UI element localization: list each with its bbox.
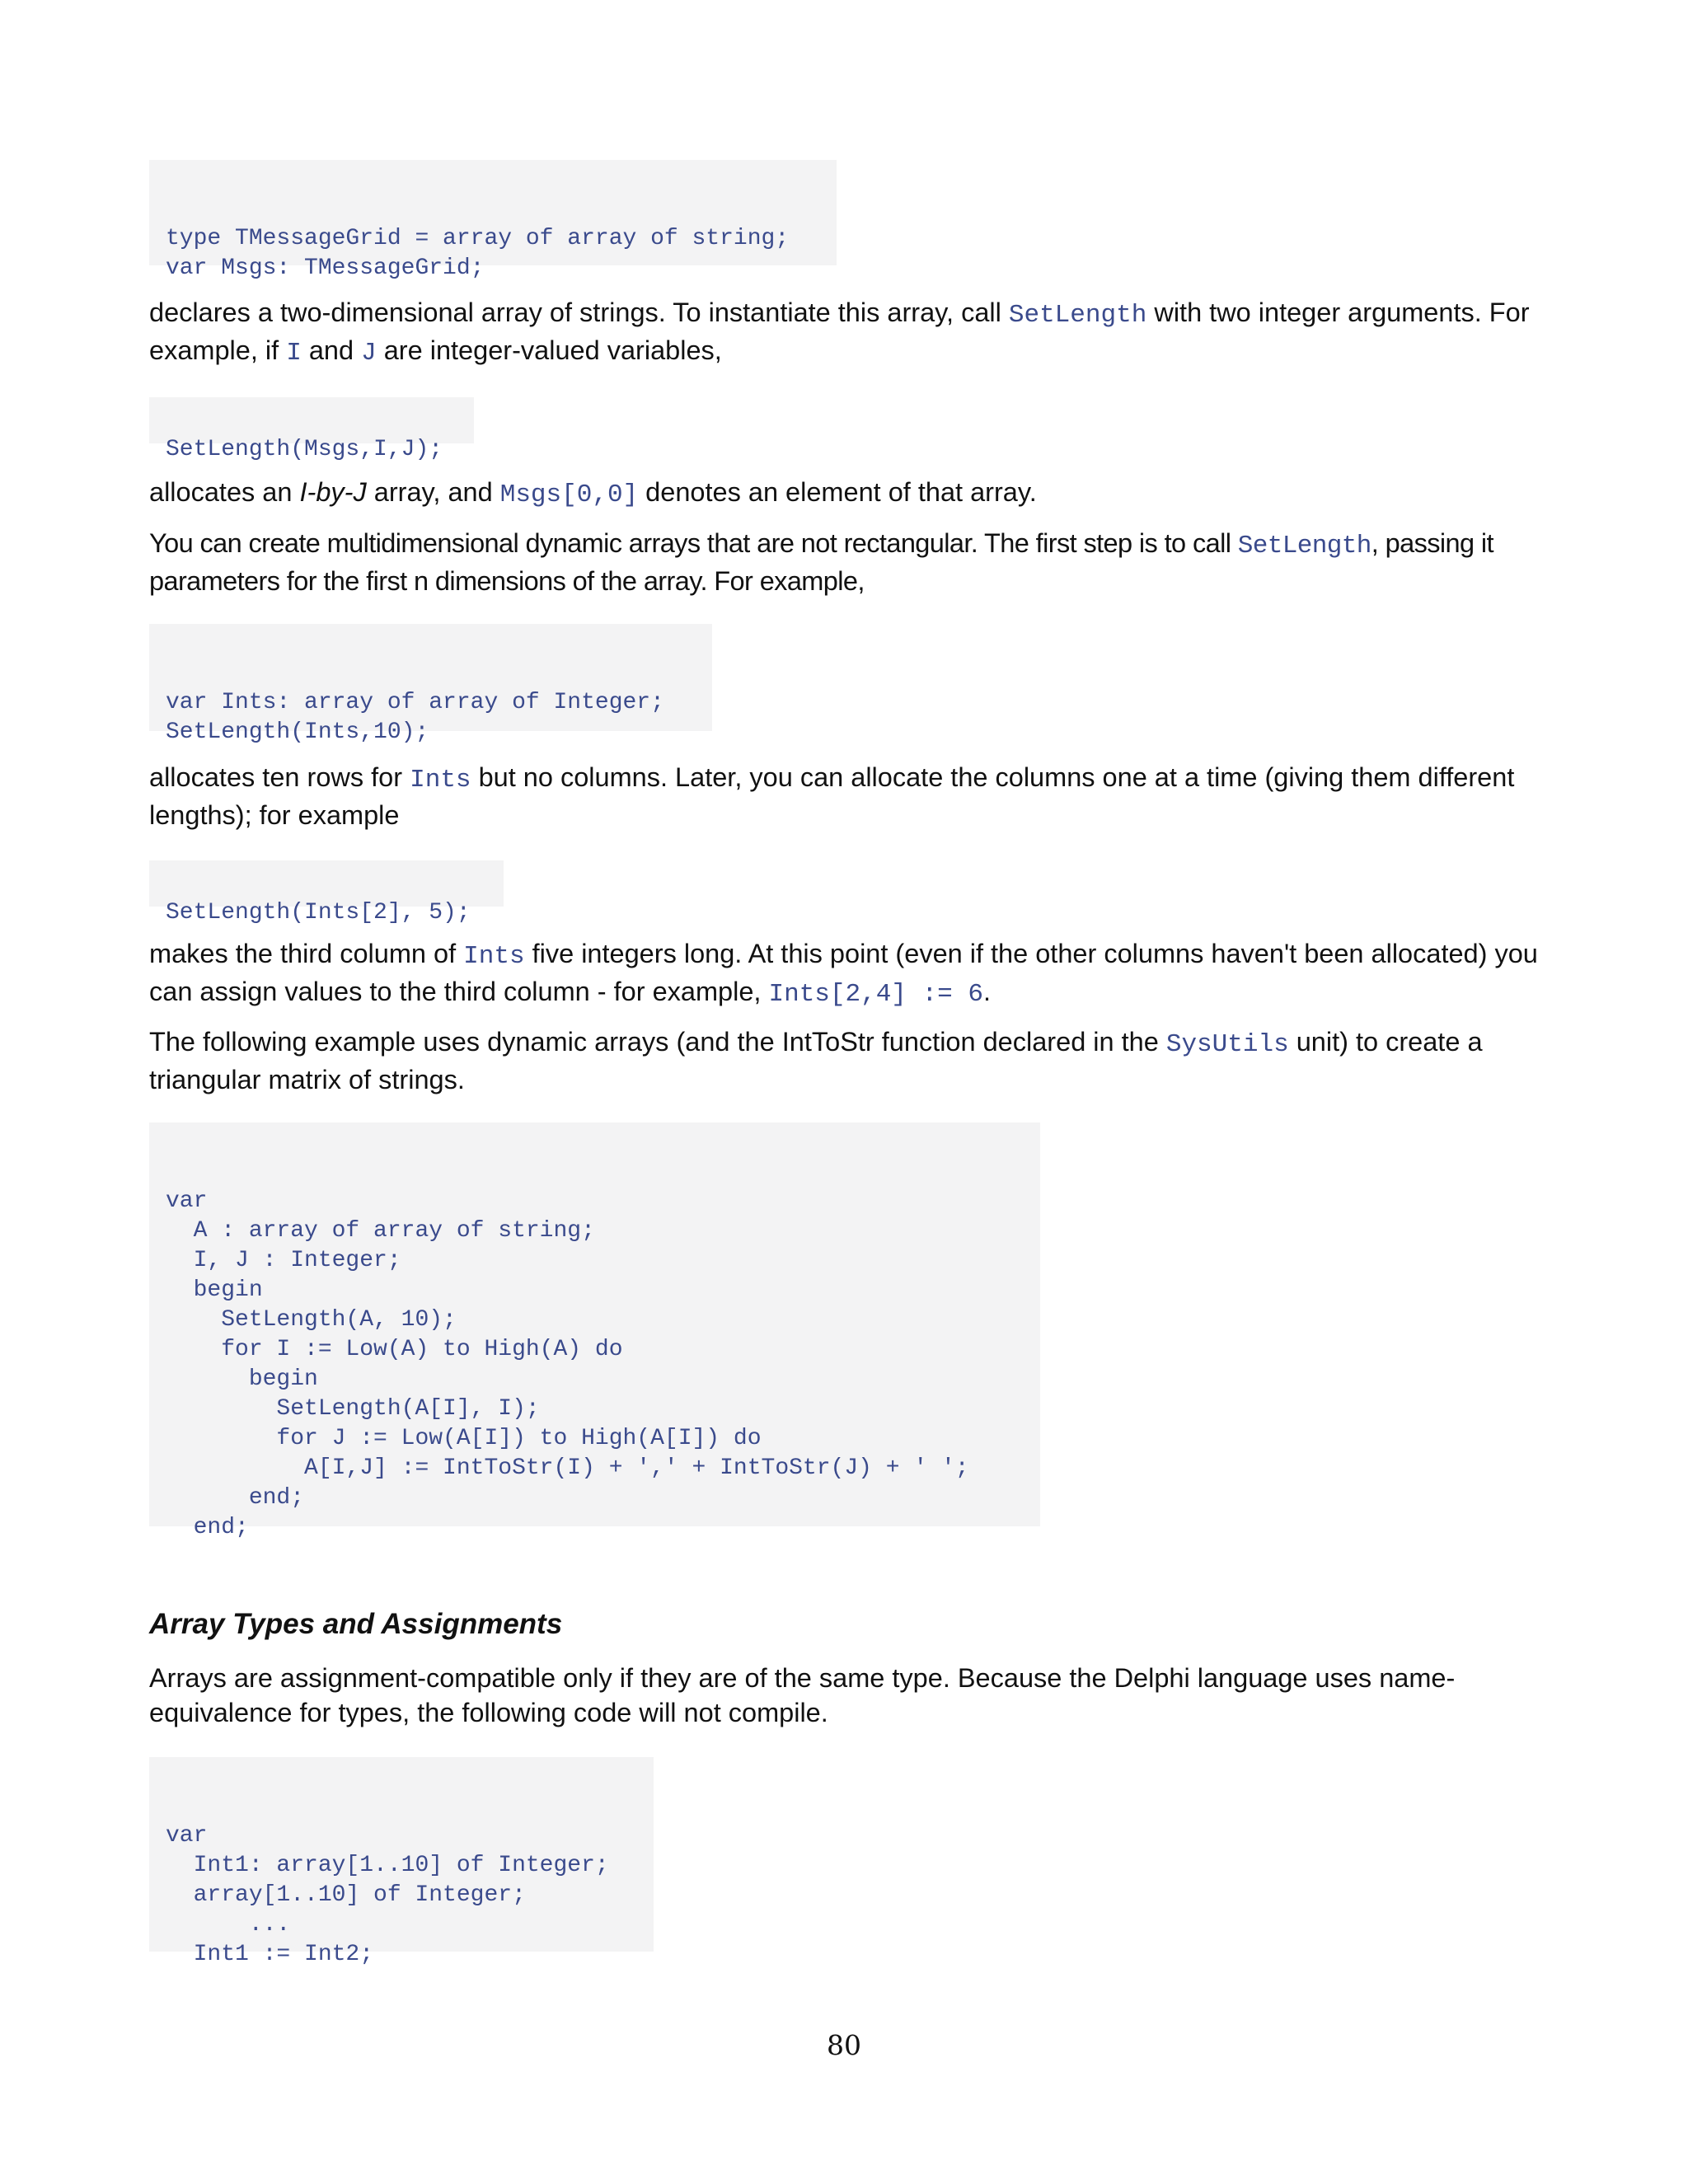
page-number: 80 — [827, 2029, 861, 2061]
code-line: A[I,J] := IntToStr(I) + ',' + IntToStr(J) + ' '; — [166, 1455, 969, 1481]
code-line: array[1..10] of Integer; — [166, 1882, 526, 1908]
code-line: var Ints: array of array of Integer; — [166, 690, 664, 715]
code-line: Int1: array[1..10] of Integer; — [166, 1853, 609, 1878]
inline-code: Ints[2,4] := 6 — [768, 980, 983, 1009]
code-line: for I := Low(A) to High(A) do — [166, 1337, 623, 1362]
code-line: end; — [166, 1485, 305, 1511]
inline-code: Msgs[0,0] — [499, 480, 639, 509]
code-block-type-declaration — [149, 160, 837, 281]
section-heading: Array Types and Assignments — [149, 1608, 563, 1640]
inline-code: SetLength — [1008, 301, 1147, 330]
paragraph-allocates-rows: allocates ten rows for Ints but no columns. Later, you can allocate the columns one at a time (giving them different lengths); for example — [149, 762, 1515, 830]
paragraph-assignment-compatible: Arrays are assignment-compatible only if they are of the same type. Because the Delphi language uses name-equivalence for types, the following code will not compile. — [149, 1663, 1456, 1727]
paragraph-allocates: allocates an I-by-J array, and Msgs[0,0] denotes an element of that array. — [149, 477, 1037, 509]
code-block-setlength-msgs — [149, 397, 474, 462]
code-line: for J := Low(A[I]) to High(A[I]) do — [166, 1426, 762, 1451]
code-line: I, J : Integer; — [166, 1248, 401, 1273]
inline-code: Ints — [410, 766, 471, 794]
code-block-int1-assignment — [149, 1757, 654, 1967]
code-line: SetLength(Msgs,I,J); — [166, 437, 443, 462]
paragraph-example-intro: The following example uses dynamic arrays (and the IntToStr function declared in the SysUtils unit) to create a triangular matrix of strings. — [149, 1027, 1483, 1094]
code-line: SetLength(Ints,10); — [166, 719, 429, 745]
code-block-setlength-ints — [149, 860, 504, 926]
inline-code: I — [286, 339, 302, 368]
paragraph-multidimensional: You can create multidimensional dynamic arrays that are not rectangular. The first step is to call SetLength, passing it parameters for the first n dimensions of the array. For example, — [149, 528, 1493, 596]
code-line: begin — [166, 1366, 318, 1392]
code-line: SetLength(A[I], I); — [166, 1396, 540, 1422]
code-line: var Msgs: TMessageGrid; — [166, 255, 485, 281]
code-block-triangular-matrix — [149, 1122, 1040, 1540]
code-line: A : array of array of string; — [166, 1218, 595, 1244]
inline-code: SetLength — [1237, 532, 1372, 560]
inline-code: Ints — [463, 942, 525, 971]
code-line: ... — [166, 1912, 291, 1938]
code-line: SetLength(Ints[2], 5); — [166, 900, 471, 926]
paragraph-third-column: makes the third column of Ints five integers long. At this point (even if the other columns haven't been allocated) you can assign values to the third column - for example, Ints[2,4] := 6. — [149, 939, 1538, 1009]
code-line: end; — [166, 1515, 249, 1540]
code-line: var — [166, 1823, 208, 1849]
code-line: SetLength(A, 10); — [166, 1307, 457, 1333]
paragraph-declares: declares a two-dimensional array of strings. To instantiate this array, call SetLength with two integer arguments. For example, if I and J are integer-valued variables, — [149, 298, 1530, 368]
code-block-ints-declaration — [149, 624, 712, 745]
inline-code: J — [361, 339, 377, 368]
emphasis: I-by-J — [299, 477, 367, 507]
code-line: type TMessageGrid = array of array of string; — [166, 226, 790, 251]
code-line: begin — [166, 1277, 263, 1303]
code-line: var — [166, 1188, 208, 1214]
inline-code: SysUtils — [1165, 1030, 1289, 1059]
code-line: Int1 := Int2; — [166, 1942, 374, 1967]
